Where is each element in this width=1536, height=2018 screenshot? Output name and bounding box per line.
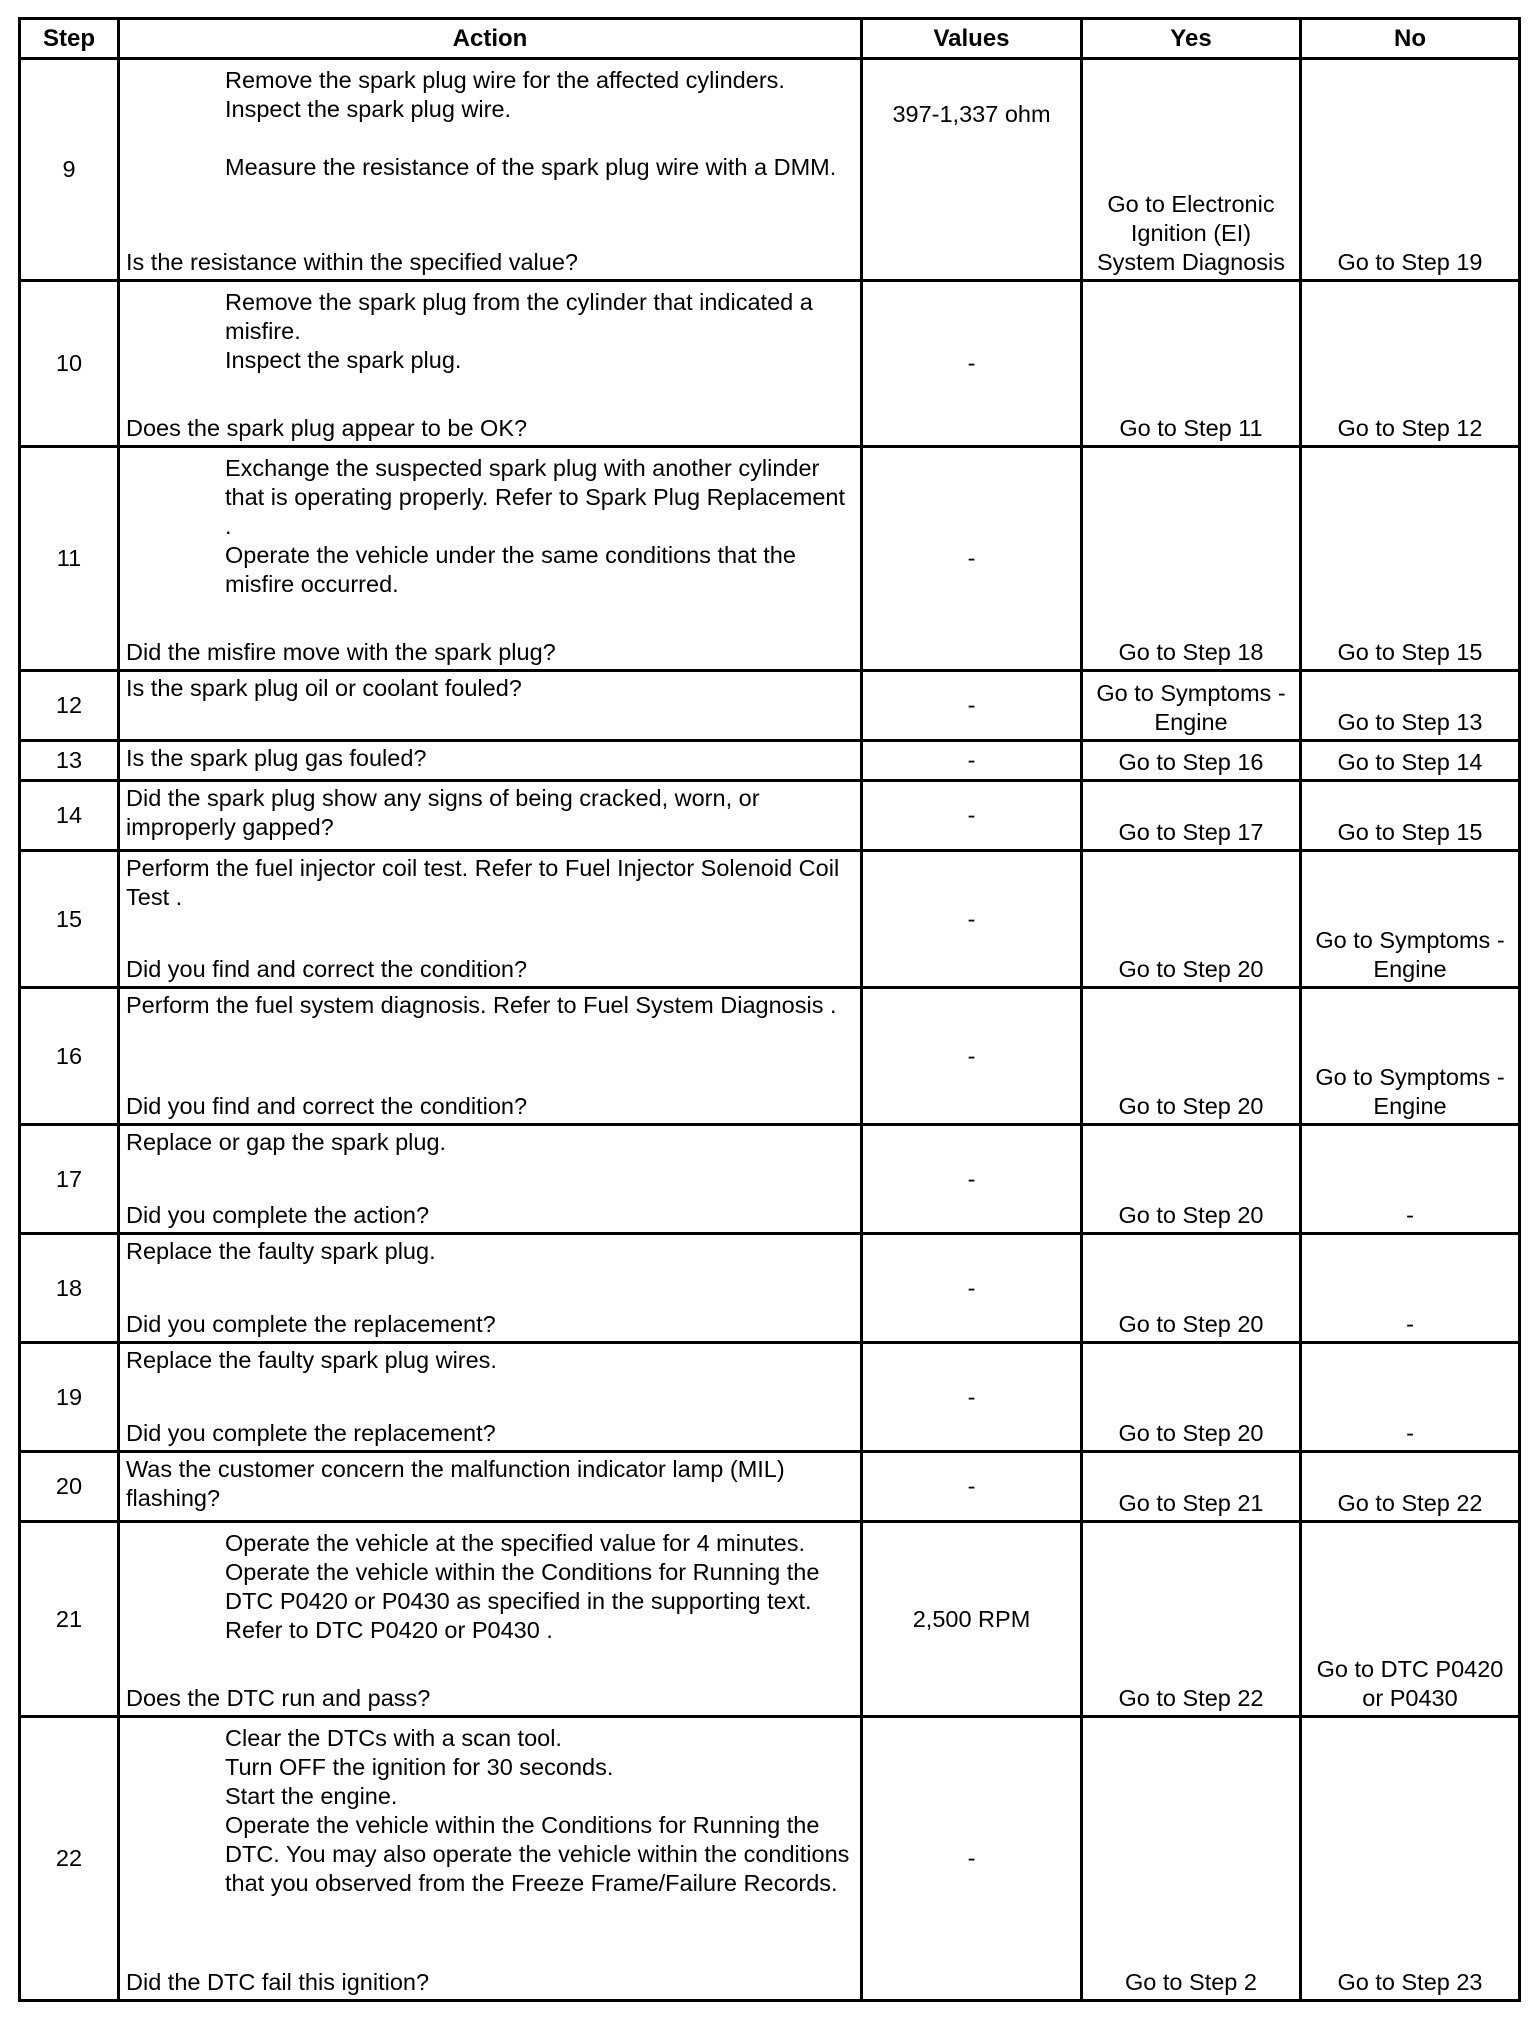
action-cell: [119, 781, 862, 851]
action-question: Did the DTC fail this ignition?: [126, 1969, 430, 1995]
action-cell: [119, 281, 862, 447]
step-number: 10: [20, 281, 119, 447]
value-cell: -: [862, 781, 1082, 851]
action-substep: Operate the vehicle at the specified value for 4 minutes.: [225, 1530, 805, 1556]
action-question: Did the misfire move with the spark plug?: [126, 639, 556, 665]
action-substep: Operate the vehicle within the Conditions for Running the DTC P0420 or P0430 as specified in the supporting text. Refer to DTC P0420 or P0430 .: [225, 1559, 820, 1643]
no-cell: Go to Symptoms - Engine: [1301, 851, 1520, 988]
step-number: 16: [20, 988, 119, 1125]
yes-cell: Go to Step 18: [1082, 447, 1301, 671]
action-instruction: Perform the fuel system diagnosis. Refer to Fuel System Diagnosis .: [126, 992, 837, 1018]
table-row: [20, 1452, 1520, 1522]
step-number: 18: [20, 1234, 119, 1343]
action-substep: Turn OFF the ignition for 30 seconds.: [225, 1754, 614, 1780]
yes-cell: Go to Step 20: [1082, 1343, 1301, 1452]
yes-cell: Go to Step 20: [1082, 1234, 1301, 1343]
action-cell: [119, 1343, 862, 1452]
table-row: [20, 447, 1520, 671]
action-question: Is the spark plug oil or coolant fouled?: [126, 675, 522, 701]
header-action: Action: [119, 19, 862, 59]
action-substep: Clear the DTCs with a scan tool.: [225, 1725, 562, 1751]
action-substep: Remove the spark plug from the cylinder that indicated a misfire.: [225, 289, 813, 344]
action-question: Did you find and correct the condition?: [126, 1093, 528, 1119]
action-cell: [119, 1125, 862, 1234]
action-instruction: Replace the faulty spark plug.: [126, 1238, 436, 1264]
no-cell: Go to Step 23: [1301, 1717, 1520, 2001]
no-cell: Go to DTC P0420 or P0430: [1301, 1522, 1520, 1717]
action-instruction: Perform the fuel injector coil test. Refer to Fuel Injector Solenoid Coil Test .: [126, 855, 840, 910]
table-row: [20, 1125, 1520, 1234]
no-cell: Go to Symptoms - Engine: [1301, 988, 1520, 1125]
value-cell: -: [862, 988, 1082, 1125]
table-row: [20, 781, 1520, 851]
yes-cell: Go to Step 11: [1082, 281, 1301, 447]
header-row: [20, 19, 1520, 59]
action-question: Did you complete the replacement?: [126, 1420, 496, 1446]
action-question: Did you complete the replacement?: [126, 1311, 496, 1337]
action-cell: [119, 447, 862, 671]
value-cell: -: [862, 741, 1082, 781]
action-cell: [119, 988, 862, 1125]
value-cell: -: [862, 671, 1082, 741]
action-substep: Operate the vehicle under the same conditions that the misfire occurred.: [225, 542, 796, 597]
value-cell: -: [862, 1452, 1082, 1522]
step-number: 21: [20, 1522, 119, 1717]
action-cell: [119, 671, 862, 741]
table-row: [20, 988, 1520, 1125]
table-row: [20, 851, 1520, 988]
step-number: 22: [20, 1717, 119, 2001]
table-row: [20, 671, 1520, 741]
value-cell: 397-1,337 ohm: [862, 59, 1082, 281]
action-question: Did you find and correct the condition?: [126, 956, 528, 982]
table-row: [20, 1717, 1520, 2001]
action-substep: Remove the spark plug wire for the affected cylinders.: [225, 67, 785, 93]
no-cell: Go to Step 14: [1301, 741, 1520, 781]
action-question: Does the spark plug appear to be OK?: [126, 415, 528, 441]
action-question: Did the spark plug show any signs of being cracked, worn, or improperly gapped?: [126, 785, 760, 840]
step-number: 14: [20, 781, 119, 851]
action-cell: [119, 1234, 862, 1343]
value-cell: -: [862, 1234, 1082, 1343]
yes-cell: Go to Step 22: [1082, 1522, 1301, 1717]
header-no: No: [1301, 19, 1520, 59]
header-values: Values: [862, 19, 1082, 59]
value-cell: -: [862, 851, 1082, 988]
action-cell: [119, 1452, 862, 1522]
action-question: Does the DTC run and pass?: [126, 1685, 431, 1711]
table-row: [20, 1522, 1520, 1717]
no-cell: Go to Step 19: [1301, 59, 1520, 281]
step-number: 12: [20, 671, 119, 741]
no-cell: Go to Step 12: [1301, 281, 1520, 447]
action-cell: [119, 741, 862, 781]
action-substep: Measure the resistance of the spark plug wire with a DMM.: [225, 154, 837, 180]
action-instruction: Replace or gap the spark plug.: [126, 1129, 447, 1155]
value-cell: -: [862, 281, 1082, 447]
action-substep: Start the engine.: [225, 1783, 398, 1809]
no-cell: -: [1301, 1125, 1520, 1234]
value-cell: -: [862, 1343, 1082, 1452]
value-cell: -: [862, 1125, 1082, 1234]
table-row: [20, 741, 1520, 781]
action-cell: [119, 59, 862, 281]
yes-cell: Go to Step 20: [1082, 851, 1301, 988]
step-number: 11: [20, 447, 119, 671]
action-question: Was the customer concern the malfunction indicator lamp (MIL) flashing?: [126, 1456, 785, 1511]
yes-cell: Go to Step 2: [1082, 1717, 1301, 2001]
value-cell: -: [862, 1717, 1082, 2001]
action-cell: [119, 1522, 862, 1717]
no-cell: Go to Step 22: [1301, 1452, 1520, 1522]
action-question: Did you complete the action?: [126, 1202, 430, 1228]
yes-cell: Go to Electronic Ignition (EI) System Diagnosis: [1082, 59, 1301, 281]
value-cell: 2,500 RPM: [862, 1522, 1082, 1717]
yes-cell: Go to Step 16: [1082, 741, 1301, 781]
action-cell: [119, 1717, 862, 2001]
step-number: 9: [20, 59, 119, 281]
step-number: 15: [20, 851, 119, 988]
action-question: Is the resistance within the specified value?: [126, 249, 578, 275]
value-cell: -: [862, 447, 1082, 671]
step-number: 17: [20, 1125, 119, 1234]
no-cell: -: [1301, 1343, 1520, 1452]
diagnostic-table: [18, 17, 1521, 2002]
yes-cell: Go to Step 17: [1082, 781, 1301, 851]
action-substep: Inspect the spark plug.: [225, 347, 462, 373]
header-yes: Yes: [1082, 19, 1301, 59]
table-row: [20, 1343, 1520, 1452]
step-number: 19: [20, 1343, 119, 1452]
action-instruction: Replace the faulty spark plug wires.: [126, 1347, 497, 1373]
step-number: 13: [20, 741, 119, 781]
no-cell: Go to Step 15: [1301, 781, 1520, 851]
action-substep: Operate the vehicle within the Conditions for Running the DTC. You may also operate the vehicle within the conditions that you observed from the Freeze Frame/Failure Records.: [225, 1812, 850, 1896]
no-cell: Go to Step 15: [1301, 447, 1520, 671]
yes-cell: Go to Symptoms - Engine: [1082, 671, 1301, 741]
yes-cell: Go to Step 20: [1082, 1125, 1301, 1234]
table-row: [20, 59, 1520, 281]
action-question: Is the spark plug gas fouled?: [126, 745, 427, 771]
yes-cell: Go to Step 20: [1082, 988, 1301, 1125]
action-cell: [119, 851, 862, 988]
step-number: 20: [20, 1452, 119, 1522]
action-substep: Inspect the spark plug wire.: [225, 96, 512, 122]
table-row: [20, 1234, 1520, 1343]
no-cell: -: [1301, 1234, 1520, 1343]
action-substep: Exchange the suspected spark plug with another cylinder that is operating properly. Refer to Spark Plug Replacement .: [225, 455, 846, 539]
no-cell: Go to Step 13: [1301, 671, 1520, 741]
yes-cell: Go to Step 21: [1082, 1452, 1301, 1522]
table-row: [20, 281, 1520, 447]
header-step: Step: [20, 19, 119, 59]
